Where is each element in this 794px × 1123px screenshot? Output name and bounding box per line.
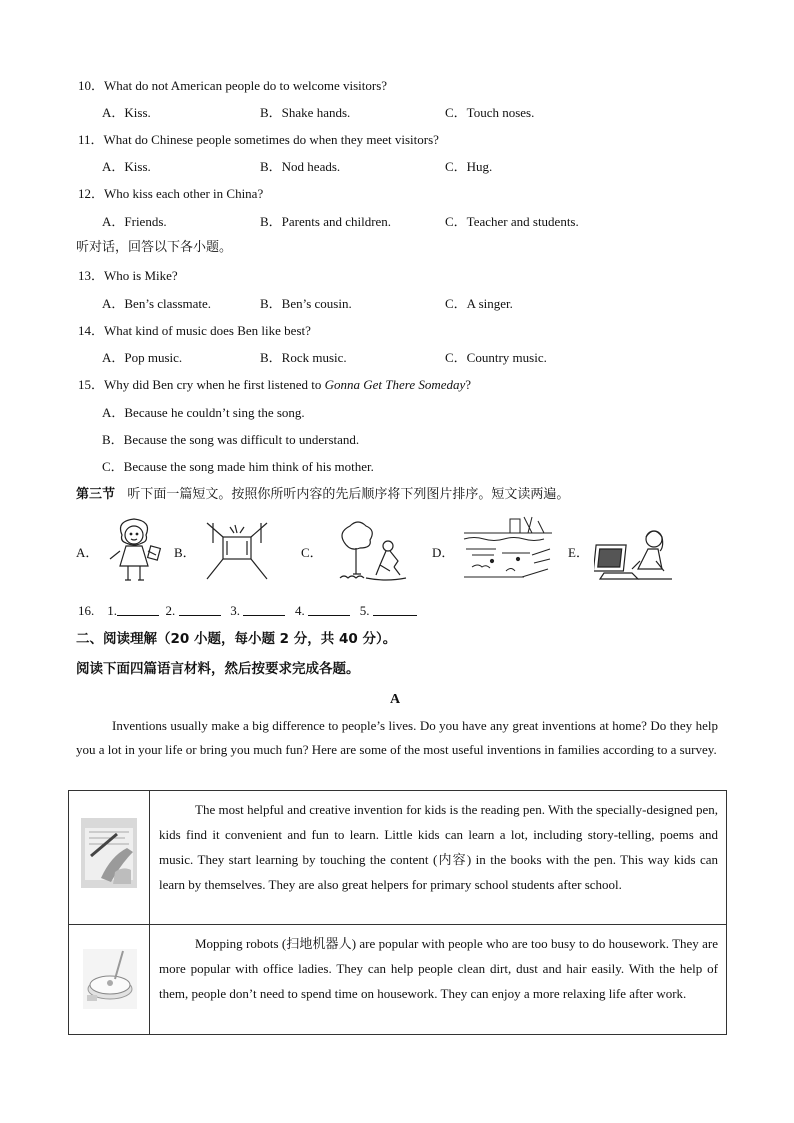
park-litter-illustration xyxy=(462,515,552,585)
girl-reading-illustration xyxy=(105,515,163,587)
picture-label-e: E． xyxy=(568,545,589,560)
q13-option-b: B．Ben’s cousin. xyxy=(260,296,352,311)
q10-option-c: C．Touch noses. xyxy=(445,105,535,120)
q11-option-a: A．Kiss. xyxy=(102,159,151,174)
q11-option-b: B．Nod heads. xyxy=(260,159,341,174)
section3-heading: 第三节 听下面一篇短文。按照你所听内容的先后顺序将下列图片排序。短文读两遍。 xyxy=(76,487,570,502)
text-cell xyxy=(150,791,727,925)
passage-intro: Inventions usually make a big difference to people’s lives. Do you have any great inventions at home? Do they help you a lot in your life or bring you much fun? Here are some of the most useful inventions in families according to a survey. xyxy=(76,718,718,757)
table-row xyxy=(69,925,727,1035)
q14-option-a: A．Pop music. xyxy=(102,350,183,365)
reading-section-heading: 二、阅读理解（20 小题，每小题 2 分，共 40 分）。 xyxy=(76,631,397,647)
q15-option-a: A．Because he couldn’t sing the song. xyxy=(102,405,305,420)
picture-label-c: C． xyxy=(301,545,323,560)
question-12: 12．Who kiss each other in China? xyxy=(78,186,264,201)
passage-label: A xyxy=(390,692,401,707)
picture-label-b: B． xyxy=(174,545,196,560)
q16-answer-line: 16. 1. 2. 3. 4. 5. xyxy=(78,603,417,619)
picture-label-a: A． xyxy=(76,545,99,560)
question-10: 10．What do not American people do to welcome visitors? xyxy=(78,78,388,93)
mopping-robot-description: Mopping robots (扫地机器人) are popular with people who are too busy to do housework. They are more popular with office ladies. They can help people clean dirt, dust and hair easily. With the help of them, people don’t need to spend time on housework. They can enjoy a more relaxing life after work. xyxy=(159,936,718,1001)
question-11: 11．What do Chinese people sometimes do when they meet visitors? xyxy=(78,132,439,147)
reading-pen-description: The most helpful and creative invention for kids is the reading pen. With the specially-designed pen, kids find it convenient and fun to learn. Little kids can learn a lot, including story-telling, poems and music. They start learning by touching the content (内容) in the books with the pen. This way kids can learn by themselves. They are also great helpers for primary school students after school. xyxy=(159,802,718,892)
q12-option-b: B．Parents and children. xyxy=(260,214,392,229)
blank-5[interactable] xyxy=(373,603,417,616)
q15-option-b: B．Because the song was difficult to understand. xyxy=(102,432,360,447)
blank-2[interactable] xyxy=(179,603,221,616)
song-title: Gonna Get There Someday xyxy=(324,377,466,392)
q12-option-c: C．Teacher and students. xyxy=(445,214,579,229)
image-cell xyxy=(69,925,150,1035)
q11-option-c: C．Hug. xyxy=(445,159,493,174)
text-cell xyxy=(150,925,727,1035)
q13-option-c: C．A singer. xyxy=(445,296,513,311)
mopping-robot-photo xyxy=(83,949,137,1009)
blank-4[interactable] xyxy=(308,603,350,616)
q15-option-c: C．Because the song made him think of his mother. xyxy=(102,459,374,474)
q10-option-a: A．Kiss. xyxy=(102,105,151,120)
girl-computer-illustration xyxy=(594,527,676,585)
question-15: 15．Why did Ben cry when he first listened to Gonna Get There Someday? xyxy=(78,377,472,392)
q14-option-c: C．Country music. xyxy=(445,350,547,365)
q10-option-b: B．Shake hands. xyxy=(260,105,351,120)
reading-instruction: 阅读下面四篇语言材料，然后按要求完成各题。 xyxy=(76,661,360,677)
tree-planting-illustration xyxy=(336,520,412,584)
image-cell xyxy=(69,791,150,925)
picture-label-d: D． xyxy=(432,545,455,560)
blank-1[interactable] xyxy=(117,603,159,616)
question-14: 14．What kind of music does Ben like best? xyxy=(78,323,311,338)
q12-option-a: A．Friends. xyxy=(102,214,167,229)
table-row xyxy=(69,791,727,925)
empty-room-illustration xyxy=(205,521,269,581)
reading-pen-photo xyxy=(81,818,137,888)
q14-option-b: B．Rock music. xyxy=(260,350,347,365)
inventions-table xyxy=(68,790,727,1035)
q13-option-a: A．Ben’s classmate. xyxy=(102,296,212,311)
question-13: 13．Who is Mike? xyxy=(78,268,178,283)
blank-3[interactable] xyxy=(243,603,285,616)
dialog-instruction: 听对话，回答以下各小题。 xyxy=(76,240,233,255)
